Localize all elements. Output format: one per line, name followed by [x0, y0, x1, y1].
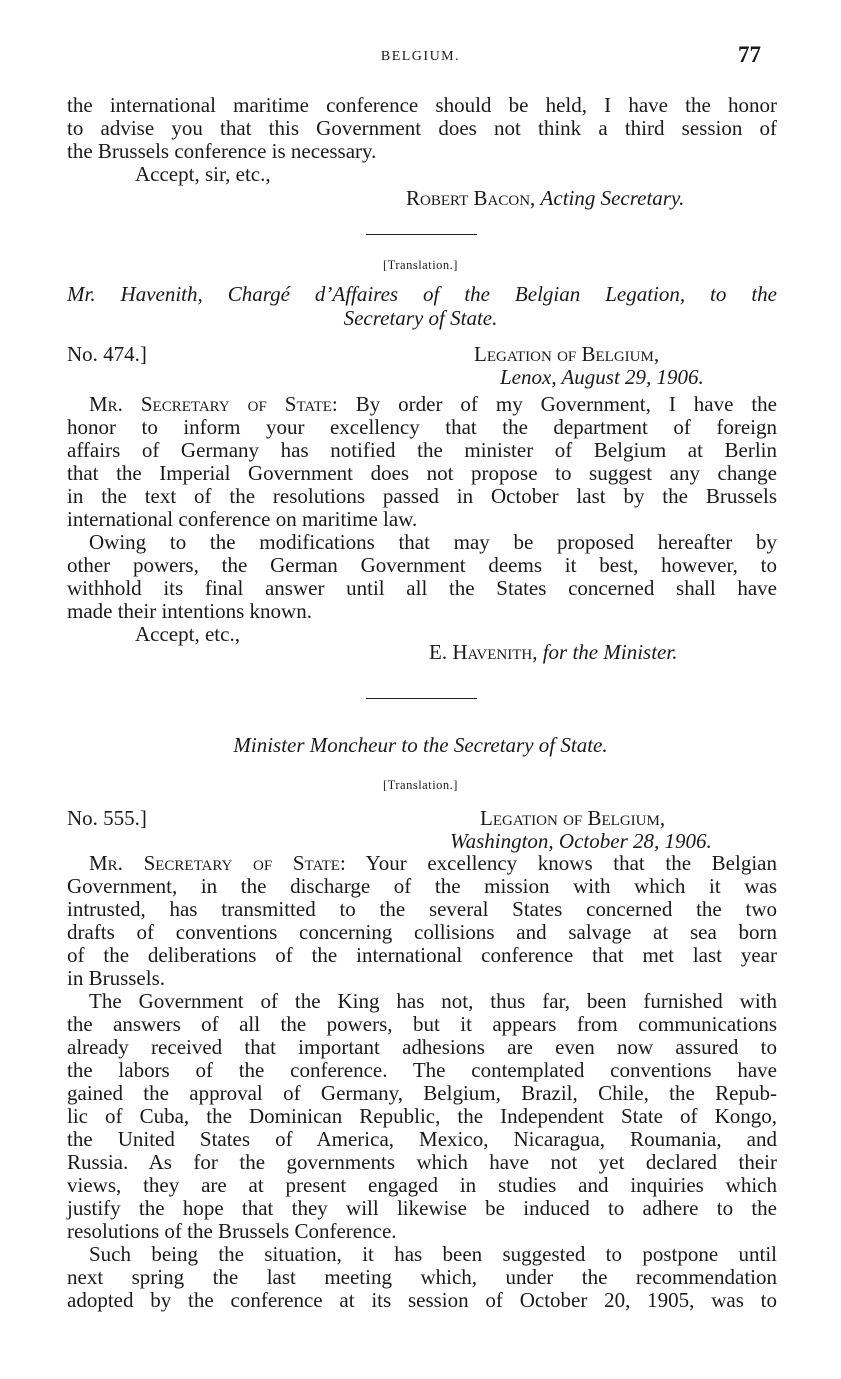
text-line: made their intentions known.	[67, 599, 312, 623]
text-line: resolutions of the Brussels Conference.	[67, 1219, 397, 1243]
date: October 28, 1906.	[558, 829, 712, 853]
letter-heading: Minister Moncheur to the Secretary of State.	[233, 733, 608, 757]
letter-heading: Mr. Havenith, Chargé d’Affaires of the Belgian Legation, to the	[67, 282, 777, 306]
translation-label: [Translation.]	[383, 778, 458, 792]
letter3-body	[67, 852, 777, 1312]
date: August 29, 1906.	[561, 365, 704, 389]
paragraph-first-line	[67, 852, 777, 875]
text-line: of the deliberations of the international conference that met last year	[67, 943, 777, 967]
text-line: drafts of conventions concerning collisions and salvage at sea born	[67, 920, 777, 944]
text-line: international conference on maritime law.	[67, 507, 418, 531]
section-divider	[366, 698, 477, 699]
salutation: Mr. Secretary of State:	[89, 392, 338, 416]
text-line: justify the hope that they will likewise be induced to adhere to the	[67, 1196, 777, 1220]
text: Your excellency knows that the Belgian	[365, 851, 777, 875]
running-header: BELGIUM.	[380, 49, 461, 64]
signature	[406, 186, 684, 211]
legation-name: Legation of Belgium,	[480, 806, 666, 830]
text-line: gained the approval of Germany, Belgium, Brazil, Chile, the Repub-	[67, 1081, 777, 1105]
letter2-body	[67, 393, 777, 646]
place: Lenox,	[500, 365, 557, 389]
signature-name: Robert Bacon,	[406, 186, 536, 210]
text-line: the answers of all the powers, but it appears from communications	[67, 1012, 777, 1036]
signature-title: Acting Secretary.	[540, 186, 685, 210]
letter-number: No. 474.]	[67, 342, 147, 366]
text-line: the international maritime conference should be held, I have the honor	[67, 93, 777, 117]
text-line: Russia. As for the governments which have not yet declared their	[67, 1150, 777, 1174]
text-line: already received that important adhesions are even now assured to	[67, 1035, 777, 1059]
text-line: the labors of the conference. The contemplated conventions have	[67, 1058, 777, 1082]
closing: Accept, etc.,	[135, 622, 240, 646]
text-line: The Government of the King has not, thus far, been furnished with	[89, 989, 777, 1013]
closing: Accept, sir, etc.,	[135, 162, 271, 186]
text-line: honor to inform your excellency that the department of foreign	[67, 415, 777, 439]
place-date	[500, 365, 704, 390]
legation-name: Legation of Belgium,	[474, 342, 660, 366]
text-line: lic of Cuba, the Dominican Republic, the Independent State of Kongo,	[67, 1104, 777, 1128]
text-line: Government, in the discharge of the mission with which it was	[67, 874, 777, 898]
text-line: to advise you that this Government does not think a third session of	[67, 116, 777, 140]
text-line: the United States of America, Mexico, Nicaragua, Roumania, and	[67, 1127, 777, 1151]
text-line: in the text of the resolutions passed in October last by the Brussels	[67, 484, 777, 508]
salutation: Mr. Secretary of State:	[89, 851, 346, 875]
text-line: next spring the last meeting which, under the recommendation	[67, 1265, 777, 1289]
text-line: views, they are at present engaged in studies and inquiries which	[67, 1173, 777, 1197]
page-number: 77	[738, 42, 761, 67]
text-line: Owing to the modifications that may be proposed hereafter by	[89, 530, 777, 554]
text-line: in Brussels.	[67, 966, 166, 990]
translation-label: [Translation.]	[383, 258, 458, 272]
text-line: withhold its final answer until all the States concerned shall have	[67, 576, 777, 600]
text-line: affairs of Germany has notified the minister of Belgium at Berlin	[67, 438, 777, 462]
text-line: intrusted, has transmitted to the several States concerned the two	[67, 897, 777, 921]
text: By order of my Government, I have the	[355, 392, 778, 416]
text-line: other powers, the German Government deems it best, however, to	[67, 553, 777, 577]
text-line: that the Imperial Government does not propose to suggest any change	[67, 461, 777, 485]
signature-name: E. Havenith,	[429, 640, 538, 664]
letter-number: No. 555.]	[67, 806, 147, 830]
text-line: the Brussels conference is necessary.	[67, 139, 377, 163]
text-line: adopted by the conference at its session of October 20, 1905, was to	[67, 1288, 777, 1312]
letter-heading-line2: Secretary of State.	[343, 306, 498, 330]
signature	[429, 640, 677, 665]
place: Washington,	[450, 829, 554, 853]
section-divider	[366, 234, 477, 235]
letter1-body	[67, 94, 777, 186]
paragraph-first-line	[67, 393, 777, 416]
text-line: Such being the situation, it has been suggested to postpone until	[89, 1242, 777, 1266]
signature-title: for the Minister.	[542, 640, 678, 664]
